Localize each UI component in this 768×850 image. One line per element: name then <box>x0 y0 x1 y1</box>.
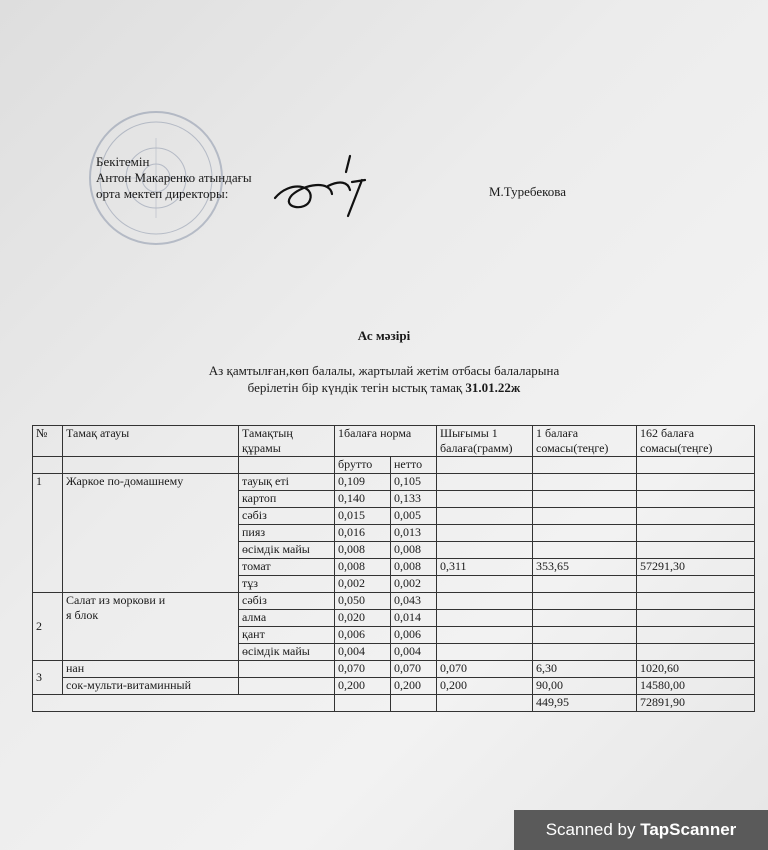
table-header-row <box>33 426 755 457</box>
approval-line-2: Антон Макаренко атындағы <box>96 170 252 185</box>
menu-date: 31.01.22ж <box>465 380 521 395</box>
total-row <box>33 695 755 712</box>
table-row: тұз 0,002 0,002 <box>33 576 755 593</box>
document-subtitle <box>0 362 768 396</box>
dish2-num: 2 <box>33 593 63 661</box>
dish1-output: 0,311 <box>437 559 533 576</box>
director-name: М.Туребекова <box>489 184 566 199</box>
table-row: 1 Жаркое по-домашнему тауық еті 0,109 0,105 <box>33 474 755 491</box>
dish1-cost1: 353,65 <box>533 559 637 576</box>
approval-block <box>96 154 252 202</box>
dish1-cost162: 57291,30 <box>637 559 755 576</box>
table-row: 3 нан 0,070 0,070 0,070 6,30 1020,60 <box>33 661 755 678</box>
approval-line-3: орта мектеп директоры: <box>96 186 229 201</box>
dish3-num: 3 <box>33 661 63 695</box>
header-net: нетто <box>391 457 437 474</box>
table-row: сәбіз 0,015 0,005 <box>33 508 755 525</box>
header-output: Шығымы 1 балаға(грамм) <box>437 426 533 457</box>
table-row: қант 0,006 0,006 <box>33 627 755 644</box>
total-cost162: 72891,90 <box>637 695 755 712</box>
document-title: Ас мәзірі <box>357 328 411 343</box>
approval-line-1: Бекітемін <box>96 154 150 169</box>
table-subheader-row <box>33 457 755 474</box>
header-norm: 1балаға норма <box>335 426 437 457</box>
subtitle-line-1: Аз қамтылған,көп балалы, жартылай жетім отбасы балаларына <box>208 363 560 378</box>
table-row: өсімдік майы 0,004 0,004 <box>33 644 755 661</box>
table-row: алма 0,020 0,014 <box>33 610 755 627</box>
table-row: сок-мульти-витаминный 0,200 0,200 0,200 90,00 14580,00 <box>33 678 755 695</box>
header-composition: Тамақтың құрамы <box>239 426 335 457</box>
table-row: 2 Салат из моркови и я блок сәбіз 0,050 0,043 <box>33 593 755 610</box>
header-gross: брутто <box>335 457 391 474</box>
dish2-name: Салат из моркови и я блок <box>63 593 239 661</box>
total-cost1: 449,95 <box>533 695 637 712</box>
table-row: томат 0,008 0,008 0,311 353,65 57291,30 <box>33 559 755 576</box>
header-cost1: 1 балаға сомасы(теңге) <box>533 426 637 457</box>
header-cost162: 162 балаға сомасы(теңге) <box>637 426 755 457</box>
header-dish: Тамақ атауы <box>63 426 239 457</box>
menu-table <box>32 425 755 712</box>
director-signature <box>270 150 380 230</box>
subtitle-line-2: берілетін бір күндік тегін ыстық тамақ 31.01.22ж <box>247 380 521 395</box>
dish1-num: 1 <box>33 474 63 593</box>
table-row: өсімдік майы 0,008 0,008 <box>33 542 755 559</box>
dish1-name: Жаркое по-домашнему <box>63 474 239 593</box>
scanner-watermark: Scanned by TapScanner <box>514 810 768 850</box>
table-row: картоп 0,140 0,133 <box>33 491 755 508</box>
table-row: пияз 0,016 0,013 <box>33 525 755 542</box>
header-num: № <box>33 426 63 457</box>
